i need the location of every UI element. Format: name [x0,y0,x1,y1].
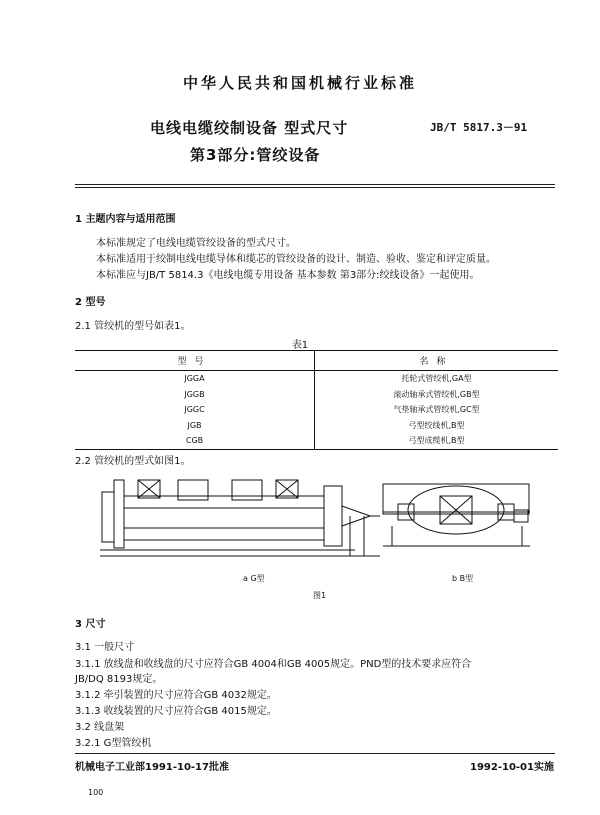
standard-number: JB/T 5817.3－91 [430,121,528,134]
section-3-line: 3.1 一般尺寸 [75,642,135,653]
section-1-para-3: 本标准应与JB/T 5814.3《电线电缆专用设备 基本参数 第3部分:绞线设备》一起使用。 [96,270,480,281]
section-3-heading: 3 尺寸 [75,619,106,630]
document-title: 电线电缆绞制设备 型式尺寸 [150,119,349,137]
section-3-line: 3.1.1 放线盘和收线盘的尺寸应符合GB 4004和GB 4005规定。PND型的技术要求应符合 [75,659,472,670]
table-row [75,433,558,449]
page-number: 100 [88,788,104,797]
figure-1-drawing [100,470,560,560]
section-3-line: 3.2 线盘架 [75,722,125,733]
section-1-heading: 1 主题内容与适用范围 [75,214,176,225]
section-3-line: 3.1.2 牵引装置的尺寸应符合GB 4032规定。 [75,690,277,701]
footer-rule [75,753,555,754]
section-3-line: JB/DQ 8193规定。 [75,674,163,685]
table-cell-model: JGGB [184,389,205,399]
table-cell-model: CGB [75,433,315,449]
section-1-para-2: 本标准适用于绞制电线电缆导体和缆芯的管绞设备的设计、制造、验收、鉴定和评定质量。 [96,254,496,265]
table-row [75,418,558,434]
section-3-line: 3.2.1 G型管绞机 [75,738,152,749]
model-table [75,350,558,450]
figure-1-caption: 图1 [313,591,327,600]
b-type-machine-illustration [383,484,530,546]
figure-1a-caption: a G型 [243,574,265,583]
table-row [75,387,558,403]
approval-date: 机械电子工业部1991-10-17批准 [75,762,229,773]
g-type-machine-illustration [100,480,380,556]
table-cell-name: 弓型成缆机,B型 [315,433,559,449]
header-rule [75,184,555,185]
section-1-para-1: 本标准规定了电线电缆管绞设备的型式尺寸。 [96,238,296,249]
table-1-caption: 表1 [291,340,309,351]
table-cell-model: JGGC [184,405,205,415]
table-cell-name: 气垫轴承式管绞机,GC型 [315,402,559,418]
table-cell-name: 托轮式管绞机,GA型 [315,371,559,387]
standard-category: 中华人民共和国机械行业标准 [182,74,417,92]
table-cell-name: 弓型绞线机,B型 [315,418,559,434]
table-cell-name: 滚动轴承式管绞机,GB型 [315,387,559,403]
implementation-date: 1992-10-01实施 [470,762,554,773]
section-3-line: 3.1.3 收线装置的尺寸应符合GB 4015规定。 [75,706,277,717]
section-2-1: 2.1 管绞机的型号如表1。 [75,321,191,332]
table-row [75,371,558,387]
section-2-2: 2.2 管绞机的型式如图1。 [75,456,191,467]
figure-1b-caption: b B型 [452,574,474,583]
header-rule-2 [75,187,555,188]
document-subtitle: 第3部分:管绞设备 [190,146,321,164]
table-row [75,402,558,418]
table-cell-model: JGB [187,420,202,430]
section-2-heading: 2 型号 [75,297,106,308]
table-header-name: 名称 [315,351,559,371]
table-header-model: 型号 [75,351,315,371]
table-cell-model: JGGA [184,374,205,384]
